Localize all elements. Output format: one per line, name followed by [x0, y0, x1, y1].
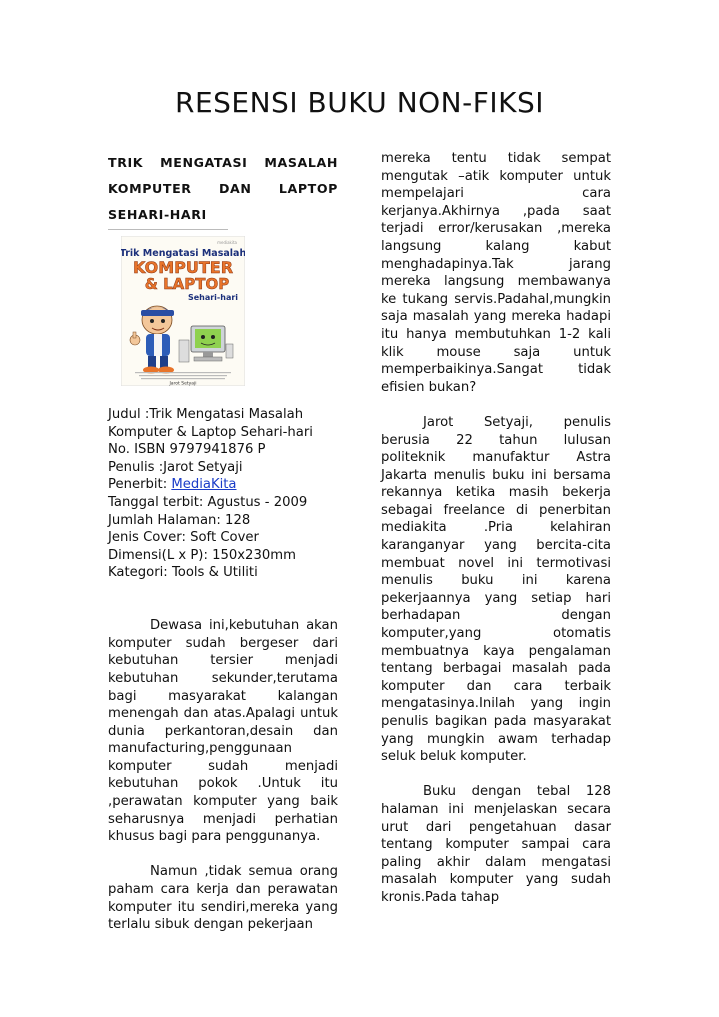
right-column: [381, 150, 611, 907]
meta-judul: Judul :Trik Mengatasi Masalah: [108, 407, 304, 422]
cover-title-line2: KOMPUTER: [132, 258, 234, 277]
meta-penerbit-label: Penerbit:: [108, 477, 172, 493]
title-divider: [108, 229, 228, 230]
left-paragraph-2: Namun ,tidak semua orang paham cara kerja dan perawatan komputer itu sendiri,mereka yang terlalu sibuk dengan pekerjaan: [108, 864, 338, 933]
cover-title-line3: & LAPTOP: [144, 275, 230, 293]
meta-kategori: Kategori: Tools & Utiliti: [108, 565, 258, 581]
meta-cover: Jenis Cover: Soft Cover: [108, 530, 259, 546]
cover-title-line4: Sehari-hari: [187, 293, 239, 302]
cover-author: Jarot Setyaji: [169, 381, 197, 386]
left-column: [108, 150, 338, 934]
book-cover-illustration: [121, 236, 245, 386]
cover-publisher-mark: mediakita: [217, 240, 237, 245]
left-paragraph-1: Dewasa ini,kebutuhan akan komputer sudah bergeser dari kebutuhan tersier menjadi kebutuhan sekunder,terutama bagi masyarakat kalangan menengah dan atas.Apalagi untuk dunia perkantoran,desain dan manufacturing,penggunaan komputer sudah menjadi kebutuhan pokok .Untuk itu ,perawatan komputer yang baik seharusnya menjadi perhatian khusus bagi para penggunanya.: [108, 618, 338, 845]
meta-judul-cont: Komputer & Laptop Sehari-hari: [108, 424, 313, 440]
publisher-link[interactable]: MediaKita: [171, 477, 237, 493]
book-title: TRIK MENGATASI MASALAH KOMPUTER DAN LAPTOP SEHARI-HARI: [108, 155, 338, 222]
cover-title-line1: Trik Mengatasi Masalah: [121, 248, 245, 259]
right-paragraph-1: mereka tentu tidak sempat mengutak –atik komputer untuk mempelajari cara kerjanya.Akhirnya ,pada saat terjadi error/kerusakan ,mereka langsung kalang kabut menghadapinya.Tak jarang mereka langsung membawanya ke tukang servis.Padahal,mungkin saja masalah yang mereka hadapi itu hanya membutuhkan 1-2 kali klik mouse saja untuk memperbaikinya.Sangat tidak efisien bukan?: [381, 151, 611, 395]
book-cover-image: [121, 236, 245, 386]
meta-isbn: No. ISBN 9797941876 P: [108, 442, 266, 458]
right-paragraph-2: Jarot Setyaji, penulis berusia 22 tahun lulusan politeknik manufaktur Astra Jakarta menulis buku ini bersama rekannya ketika masih bekerja sebagai freelance di penerbitan mediakita .Pria kelahiran karanganyar yang bercita-cita membuat novel ini termotivasi menulis buku ini karena pekerjaannya yang setiap hari berhadapan dengan komputer,yang otomatis membuatnya kaya pengalaman tentang berbagai masalah pada komputer dan cara terbaik mengatasinya.Inilah yang ingin penulis bagikan pada masyarakat yang mungkin awam terhadap seluk beluk komputer.: [381, 414, 611, 765]
meta-penerbit: [108, 476, 338, 494]
meta-penulis: Penulis :Jarot Setyaji: [108, 459, 243, 475]
page-title: RESENSI BUKU NON-FIKSI: [175, 86, 544, 119]
meta-tanggal: Tanggal terbit: Agustus - 2009: [108, 494, 308, 510]
right-paragraph-3: Buku dengan tebal 128 halaman ini menjelaskan secara urut dari pengetahuan dasar tentang komputer sampai cara paling akhir dalam mengatasi masalah komputer yang sudah kronis.Pada tahap: [381, 784, 611, 905]
book-metadata: [108, 406, 338, 582]
meta-dimensi: Dimensi(L x P): 150x230mm: [108, 547, 296, 563]
meta-halaman: Jumlah Halaman: 128: [108, 512, 251, 528]
